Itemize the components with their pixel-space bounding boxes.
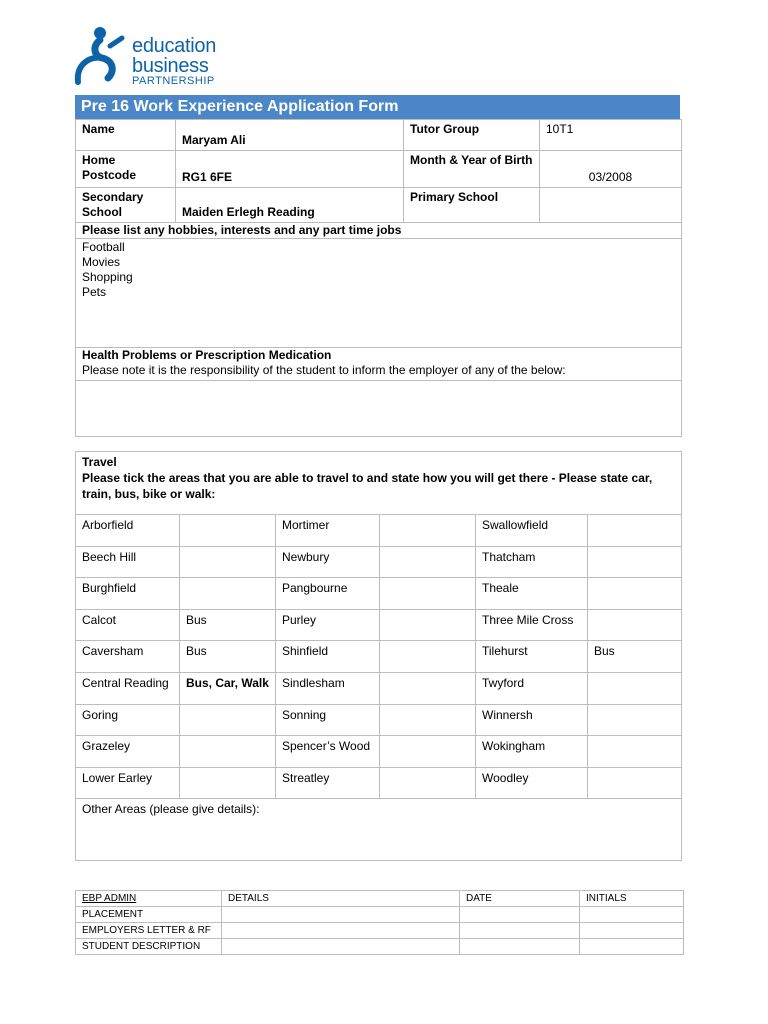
hobby-item: Shopping <box>82 270 133 284</box>
travel-row <box>76 609 682 641</box>
logo-line-3: PARTNERSHIP <box>132 75 215 87</box>
travel-mode-field[interactable] <box>380 736 476 768</box>
travel-mode-field[interactable] <box>180 736 276 768</box>
travel-mode-field[interactable]: Bus, Car, Walk <box>180 672 276 704</box>
health-label-cell <box>76 348 682 381</box>
travel-area-label: Tilehurst <box>476 641 588 673</box>
travel-mode-field[interactable] <box>380 609 476 641</box>
travel-mode-field[interactable] <box>588 704 682 736</box>
other-areas-label: Other Areas (please give details): <box>82 802 260 817</box>
health-field[interactable] <box>76 381 682 437</box>
admin-initials-field[interactable] <box>580 907 684 923</box>
hobby-item: Pets <box>82 285 107 299</box>
travel-mode-field[interactable] <box>588 609 682 641</box>
travel-mode-field[interactable] <box>588 767 682 799</box>
ebp-admin-table <box>75 890 684 955</box>
travel-mode-field[interactable] <box>588 546 682 578</box>
admin-details-field[interactable] <box>222 939 460 955</box>
travel-header <box>76 452 682 515</box>
travel-area-label: Central Reading <box>76 672 180 704</box>
travel-area-label: Grazeley <box>76 736 180 768</box>
travel-mode-field[interactable]: Bus <box>180 641 276 673</box>
birth-field[interactable]: 03/2008 <box>540 151 682 188</box>
admin-row-label: EMPLOYERS LETTER & RF <box>76 923 222 939</box>
travel-area-label: Thatcham <box>476 546 588 578</box>
travel-mode-field[interactable] <box>588 736 682 768</box>
hobbies-label: Please list any hobbies, interests and any part time jobs <box>76 223 682 239</box>
travel-table <box>75 451 682 861</box>
travel-area-label: Pangbourne <box>276 578 380 610</box>
admin-initials-field[interactable] <box>580 939 684 955</box>
travel-mode-field[interactable] <box>380 672 476 704</box>
travel-row <box>76 736 682 768</box>
home-postcode-field[interactable]: RG1 6FE <box>176 151 404 188</box>
travel-area-label: Arborfield <box>76 515 180 547</box>
travel-mode-field[interactable] <box>588 672 682 704</box>
birth-label: Month & Year of Birth <box>404 151 540 188</box>
personal-details-table <box>75 119 682 437</box>
travel-row <box>76 578 682 610</box>
admin-row-label: PLACEMENT <box>76 907 222 923</box>
travel-mode-field[interactable] <box>588 578 682 610</box>
health-note: Please note it is the responsibility of the student to inform the employer of any of the below: <box>82 363 566 377</box>
logo-line-1: education <box>132 35 217 57</box>
travel-area-label: Caversham <box>76 641 180 673</box>
name-field[interactable]: Maryam Ali <box>176 120 404 151</box>
admin-details-field[interactable] <box>222 907 460 923</box>
travel-heading: Travel <box>82 455 117 469</box>
travel-area-label: Twyford <box>476 672 588 704</box>
admin-row-label: STUDENT DESCRIPTION <box>76 939 222 955</box>
other-areas-field[interactable] <box>76 799 682 861</box>
travel-mode-field[interactable]: Bus <box>180 609 276 641</box>
travel-area-label: Newbury <box>276 546 380 578</box>
home-postcode-label: Home Postcode <box>76 151 176 188</box>
admin-date-field[interactable] <box>460 923 580 939</box>
ebp-logo-mark-icon <box>72 24 134 86</box>
travel-area-label: Winnersh <box>476 704 588 736</box>
travel-area-label: Sindlesham <box>276 672 380 704</box>
travel-row <box>76 704 682 736</box>
travel-area-label: Burghfield <box>76 578 180 610</box>
ebp-logo-text <box>132 36 216 87</box>
travel-mode-field[interactable]: Bus <box>588 641 682 673</box>
admin-details-field[interactable] <box>222 923 460 939</box>
name-label: Name <box>76 120 176 151</box>
travel-mode-field[interactable] <box>180 515 276 547</box>
form-title: Pre 16 Work Experience Application Form <box>75 95 680 119</box>
travel-instruction: Please tick the areas that you are able to travel to and state how you will get there - Please state car, train, bus, bike or walk: <box>82 471 653 501</box>
secondary-school-field[interactable]: Maiden Erlegh Reading <box>176 188 404 223</box>
hobbies-field[interactable] <box>76 239 682 348</box>
admin-header-details: DETAILS <box>222 891 460 907</box>
admin-header-date: DATE <box>460 891 580 907</box>
travel-area-label: Lower Earley <box>76 767 180 799</box>
travel-area-label: Sonning <box>276 704 380 736</box>
travel-area-label: Streatley <box>276 767 380 799</box>
travel-mode-field[interactable] <box>180 767 276 799</box>
travel-area-label: Three Mile Cross <box>476 609 588 641</box>
travel-area-label: Theale <box>476 578 588 610</box>
travel-area-label: Calcot <box>76 609 180 641</box>
travel-mode-field[interactable] <box>380 641 476 673</box>
admin-initials-field[interactable] <box>580 923 684 939</box>
admin-header-ebp: EBP ADMIN <box>76 891 222 907</box>
travel-mode-field[interactable] <box>380 515 476 547</box>
travel-area-label: Beech Hill <box>76 546 180 578</box>
travel-area-label: Shinfield <box>276 641 380 673</box>
hobby-item: Movies <box>82 255 121 269</box>
travel-row <box>76 515 682 547</box>
hobby-item: Football <box>82 240 125 254</box>
tutor-group-field[interactable]: 10T1 <box>540 120 682 151</box>
tutor-group-label: Tutor Group <box>404 120 540 151</box>
travel-row <box>76 767 682 799</box>
secondary-school-label: Secondary School <box>76 188 176 223</box>
travel-mode-field[interactable] <box>588 515 682 547</box>
health-label: Health Problems or Prescription Medication <box>82 348 332 362</box>
travel-area-label: Wokingham <box>476 736 588 768</box>
admin-date-field[interactable] <box>460 907 580 923</box>
admin-date-field[interactable] <box>460 939 580 955</box>
travel-area-label: Swallowfield <box>476 515 588 547</box>
travel-mode-field[interactable] <box>380 704 476 736</box>
travel-mode-field[interactable] <box>180 578 276 610</box>
travel-mode-field[interactable] <box>380 767 476 799</box>
travel-area-label: Woodley <box>476 767 588 799</box>
travel-area-label: Purley <box>276 609 380 641</box>
travel-mode-field[interactable] <box>380 578 476 610</box>
travel-area-label: Spencer’s Wood <box>276 736 380 768</box>
travel-mode-field[interactable] <box>180 704 276 736</box>
travel-area-label: Goring <box>76 704 180 736</box>
admin-header-initials: INITIALS <box>580 891 684 907</box>
travel-row <box>76 641 682 673</box>
logo-line-2: business <box>132 55 209 77</box>
primary-school-label: Primary School <box>404 188 540 223</box>
travel-mode-field[interactable] <box>380 546 476 578</box>
travel-mode-field[interactable] <box>180 546 276 578</box>
travel-area-label: Mortimer <box>276 515 380 547</box>
travel-row <box>76 546 682 578</box>
primary-school-field[interactable] <box>540 188 682 223</box>
travel-row <box>76 672 682 704</box>
